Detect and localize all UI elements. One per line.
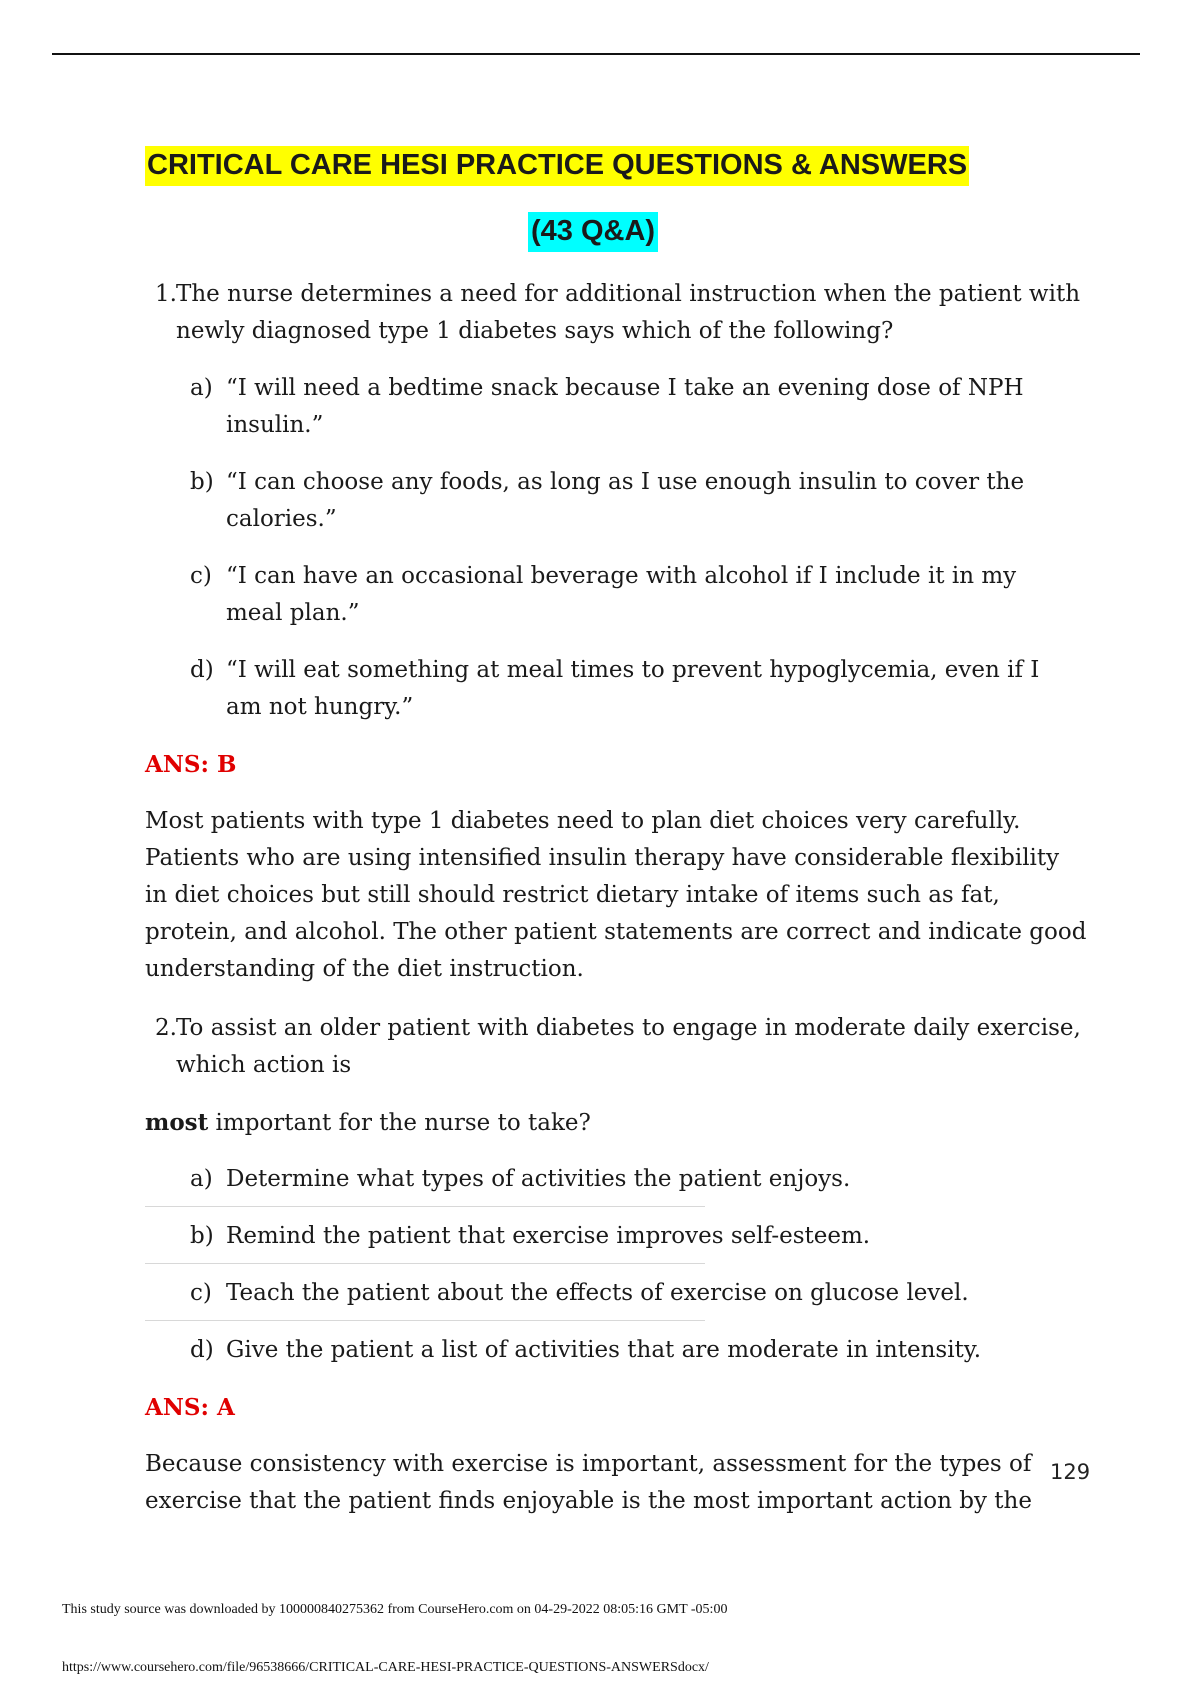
question-1-text-line2: newly diagnosed type 1 diabetes says which of the following? [176,318,894,344]
q1-option-d-line1: “I will eat something at meal times to prevent hypoglycemia, even if I [226,657,1040,683]
source-url[interactable]: https://www.coursehero.com/file/96538666/CRITICAL-CARE-HESI-PRACTICE-QUESTIONS-ANSWERSdocx/ [62,1660,709,1675]
q1-rationale-line2: Patients who are using intensified insulin therapy have considerable flexibility [145,845,1060,871]
question-2-text-line2: which action is [176,1052,352,1078]
question-2-number: 2. [155,1015,177,1041]
header-rule [52,53,1140,55]
document-title: CRITICAL CARE HESI PRACTICE QUESTIONS & ANSWERS [145,146,969,186]
question-2-text-line1: To assist an older patient with diabetes to engage in moderate daily exercise, [176,1015,1081,1041]
q1-option-b-line2: calories.” [226,506,337,532]
q2-option-c-label: c) [190,1280,212,1306]
q1-option-a-line2: insulin.” [226,412,324,438]
q1-option-a-label: a) [190,375,213,401]
q1-option-a-line1: “I will need a bedtime snack because I take an evening dose of NPH [226,375,1024,401]
q1-option-c-line1: “I can have an occasional beverage with alcohol if I include it in my [226,563,1017,589]
q1-answer: ANS: B [145,751,237,778]
q2-option-a-text: Determine what types of activities the patient enjoys. [226,1166,851,1192]
q1-rationale-line3: in diet choices but still should restrict dietary intake of items such as fat, [145,882,1000,908]
q2-option-b-label: b) [190,1223,214,1249]
q2-option-d-text: Give the patient a list of activities that are moderate in intensity. [226,1337,982,1363]
q1-rationale-line4: protein, and alcohol. The other patient statements are correct and indicate good [145,919,1087,945]
question-2-text-line3 [145,1104,591,1142]
q2-answer: ANS: A [145,1394,235,1421]
q1-rationale-line5: understanding of the diet instruction. [145,956,584,982]
faint-line [145,1320,705,1321]
q1-option-d-label: d) [190,657,214,683]
faint-line [145,1206,705,1207]
q1-option-c-label: c) [190,563,212,589]
q2-option-c-text: Teach the patient about the effects of exercise on glucose level. [226,1280,969,1306]
question-1-number: 1. [155,281,177,307]
q1-option-c-line2: meal plan.” [226,600,360,626]
document-subtitle: (43 Q&A) [528,212,658,252]
q1-option-b-line1: “I can choose any foods, as long as I use enough insulin to cover the [226,469,1025,495]
q2-option-a-label: a) [190,1166,213,1192]
faint-line [145,1263,705,1264]
q1-option-d-line2: am not hungry.” [226,694,414,720]
q1-option-b-label: b) [190,469,214,495]
question-1-text-line1: The nurse determines a need for additional instruction when the patient with [176,281,1081,307]
page-number: 129 [1050,1460,1091,1484]
q2-rationale-line2: exercise that the patient finds enjoyable is the most important action by the [145,1488,1032,1514]
q2-rationale-line1: Because consistency with exercise is important, assessment for the types of [145,1451,1032,1477]
question-2-text-rest: important for the nurse to take? [208,1110,591,1136]
download-notice: This study source was downloaded by 100000840275362 from CourseHero.com on 04-29-2022 08:05:16 GMT -05:00 [62,1602,728,1617]
question-2-emphasis: most [145,1109,209,1136]
q2-option-d-label: d) [190,1337,214,1363]
q2-option-b-text: Remind the patient that exercise improves self-esteem. [226,1223,871,1249]
q1-rationale-line1: Most patients with type 1 diabetes need to plan diet choices very carefully. [145,808,1021,834]
